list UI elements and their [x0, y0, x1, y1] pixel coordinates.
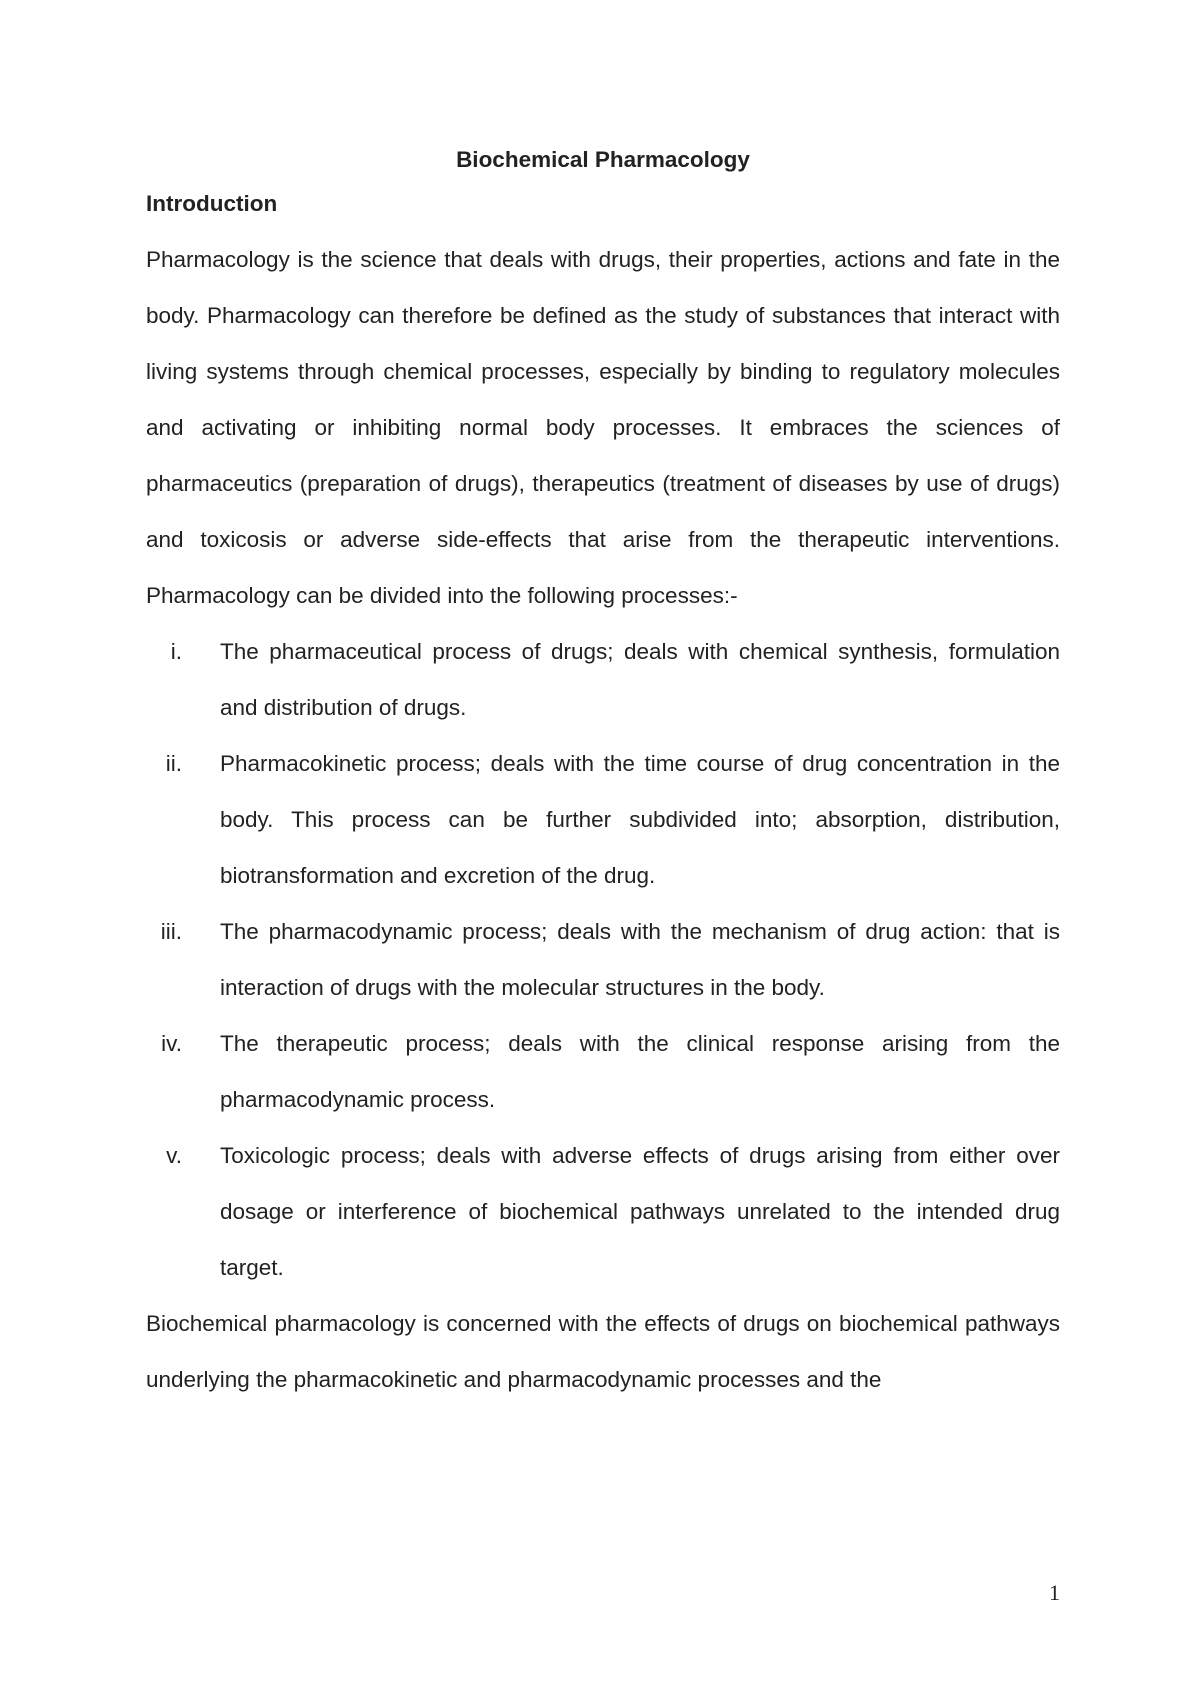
intro-paragraph: Pharmacology is the science that deals with drugs, their properties, actions and fate in the body. Pharmacology can therefore be defined as the study of substances that interact with living systems through chemical processes, especially by binding to regulatory molecules and activating or inhibiting normal body processes. It embraces the sciences of pharmaceutics (preparation of drugs), therapeutics (treatment of diseases by use of drugs) and toxicosis or adverse side-effects that arise from the therapeutic interventions. Pharmacology can be divided into the following processes:- [146, 247, 1060, 608]
list-item [146, 736, 1060, 904]
process-list [146, 624, 1060, 1296]
section-heading-introduction: Introduction [146, 191, 278, 216]
list-marker: iv. [161, 1031, 182, 1056]
list-marker: ii. [165, 751, 182, 776]
list-item [146, 904, 1060, 1016]
list-item-text: Pharmacokinetic process; deals with the time course of drug concentration in the body. This process can be further subdivided into; absorption, distribution, biotransformation and excretion of the drug. [220, 751, 1060, 888]
list-marker: i. [170, 639, 182, 664]
list-item [146, 1016, 1060, 1128]
list-item [146, 1128, 1060, 1296]
closing-paragraph: Biochemical pharmacology is concerned with the effects of drugs on biochemical pathways underlying the pharmacokinetic and pharmacodynamic processes and the [146, 1311, 1060, 1392]
page-body [146, 140, 1060, 1408]
list-marker: iii. [160, 919, 182, 944]
list-item-text: The therapeutic process; deals with the clinical response arising from the pharmacodynamic process. [220, 1031, 1060, 1112]
list-item-text: The pharmaceutical process of drugs; deals with chemical synthesis, formulation and distribution of drugs. [220, 639, 1060, 720]
list-item-text: The pharmacodynamic process; deals with the mechanism of drug action: that is interaction of drugs with the molecular structures in the body. [220, 919, 1060, 1000]
document-title: Biochemical Pharmacology [456, 147, 750, 172]
list-item-text: Toxicologic process; deals with adverse effects of drugs arising from either over dosage or interference of biochemical pathways unrelated to the intended drug target. [220, 1143, 1060, 1280]
list-item [146, 624, 1060, 736]
list-marker: v. [166, 1143, 182, 1168]
page-number: 1 [1049, 1580, 1060, 1605]
